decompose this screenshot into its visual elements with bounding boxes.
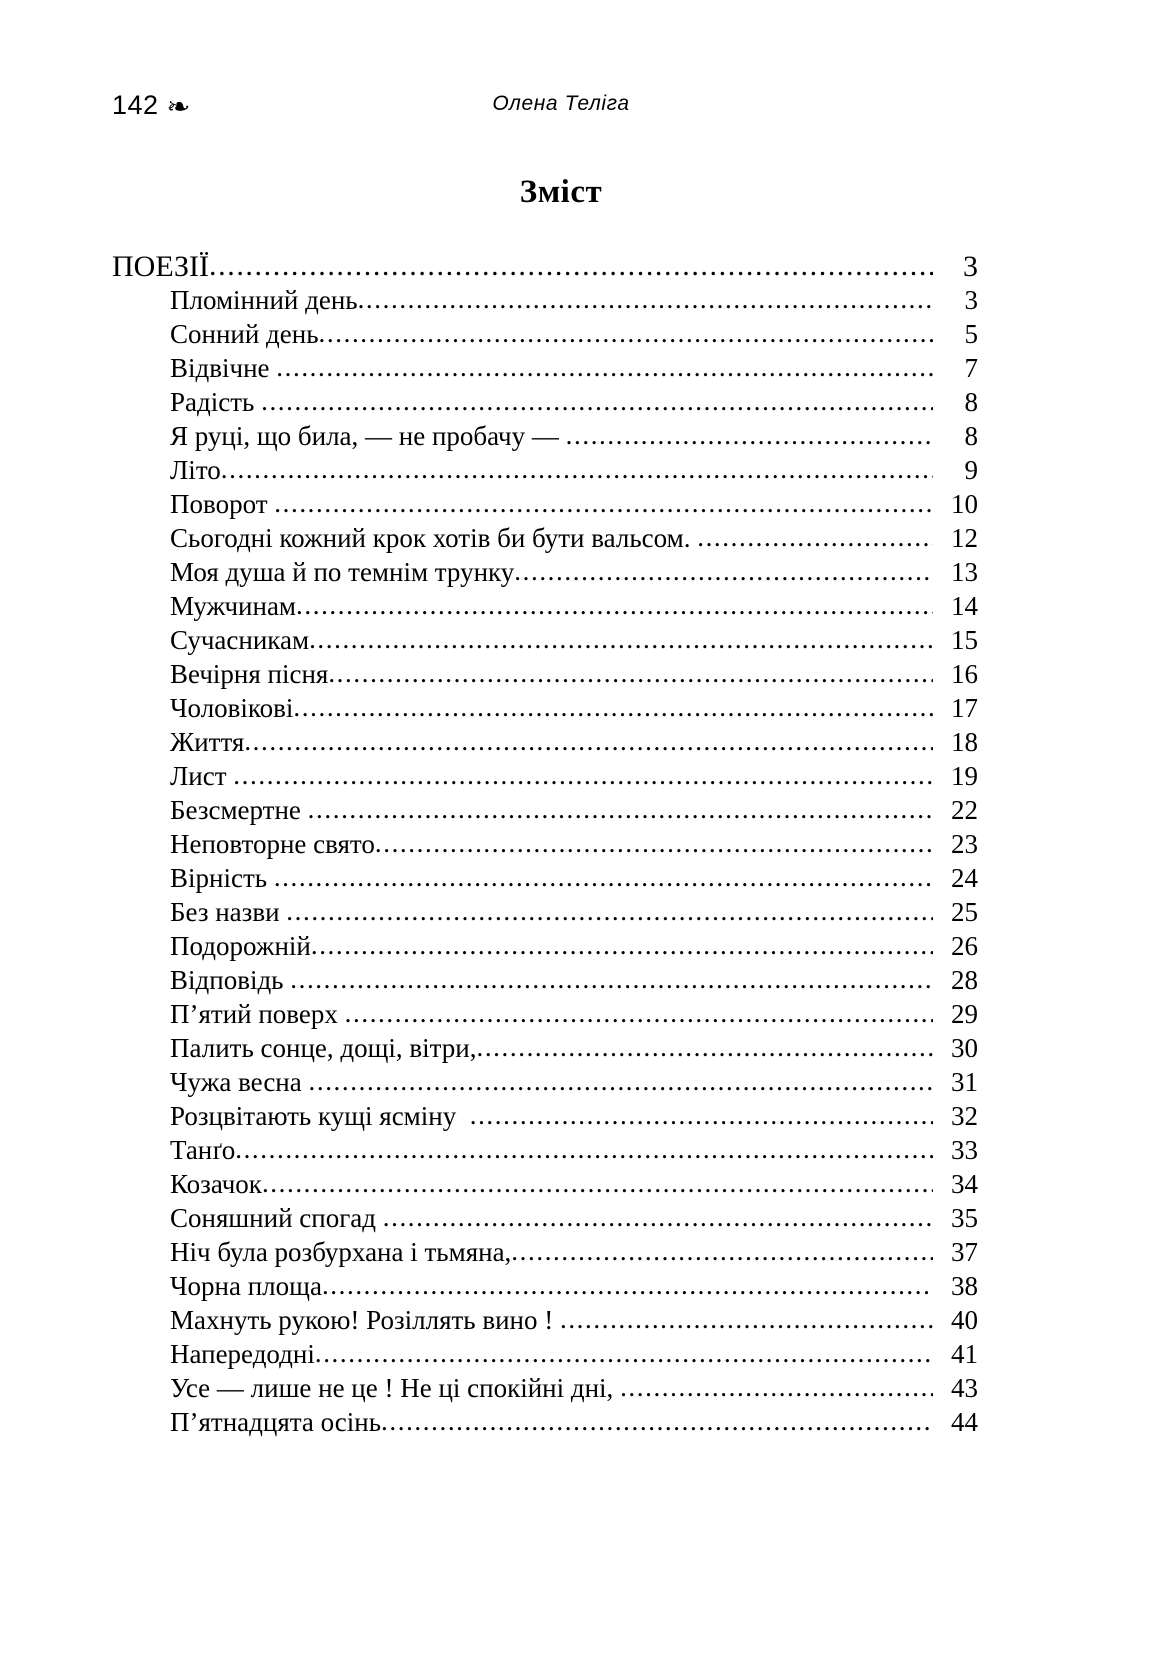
dot-leader	[221, 456, 933, 483]
dot-leader	[381, 1408, 933, 1435]
dot-leader	[375, 830, 933, 857]
dot-leader	[209, 251, 933, 281]
toc-entry-label: Ніч була розбурхана і тьмяна,	[170, 1237, 512, 1267]
toc-entry-page: 19	[951, 761, 978, 791]
toc-entry-page: 5	[964, 319, 978, 349]
toc-entry[interactable]	[112, 355, 978, 389]
toc-entry-label: Соняшний спогад	[170, 1203, 383, 1233]
toc-entry-label: Усе — лише не це ! Не ці спокійні дні,	[170, 1373, 621, 1403]
toc-entry-label: Напередодні	[170, 1339, 315, 1369]
toc-entry-label: П’ятнадцята осінь	[170, 1407, 382, 1437]
dot-leader	[470, 1102, 933, 1129]
toc-entry-page: 25	[951, 897, 978, 927]
toc-entry[interactable]	[112, 865, 978, 899]
toc-entry[interactable]	[112, 491, 978, 525]
toc-section-heading[interactable]	[112, 252, 978, 287]
toc-entry-label: Танґо	[170, 1135, 236, 1165]
toc-entry-label: Чорна площа	[170, 1271, 322, 1301]
toc-entry[interactable]	[112, 457, 978, 491]
toc-entry[interactable]	[112, 423, 978, 457]
toc-entry-page: 8	[964, 387, 978, 417]
toc-entry-page: 24	[951, 863, 978, 893]
toc-entry-page: 14	[951, 591, 978, 621]
toc-entry-page: 9	[964, 455, 978, 485]
toc-entry-page: 40	[951, 1305, 978, 1335]
toc-entry-label: Радість	[170, 387, 262, 417]
toc-entry[interactable]	[112, 1001, 978, 1035]
dot-leader	[290, 966, 933, 993]
toc-entry-page: 37	[951, 1237, 978, 1267]
toc-entry-label: Пломінний день	[170, 285, 358, 315]
running-head-author: Олена Теліга	[492, 92, 630, 115]
toc-entry-label: Неповторне свято	[170, 829, 375, 859]
dot-leader	[276, 354, 933, 381]
toc-entry-page: 12	[951, 523, 978, 553]
toc-entry-page: 23	[951, 829, 978, 859]
toc-entry-label: Моя душа й по темнім трунку	[170, 557, 515, 587]
toc-entry[interactable]	[112, 1273, 978, 1307]
toc-entry-page: 3	[964, 285, 978, 315]
toc-entry[interactable]	[112, 627, 978, 661]
toc-entry[interactable]	[112, 1035, 978, 1069]
toc-entry-label: Махнуть рукою! Розіллять вино !	[170, 1305, 560, 1335]
dot-leader	[293, 694, 933, 721]
toc-entry-label: Розцвітають кущі ясміну	[170, 1101, 470, 1131]
toc-entry-page: 34	[951, 1169, 978, 1199]
toc-entry-label: Лист	[170, 761, 234, 791]
dot-leader	[261, 388, 933, 415]
toc-entry-page: 41	[951, 1339, 978, 1369]
fleuron-ornament-icon: ❧	[165, 92, 191, 121]
toc-entry[interactable]	[112, 831, 978, 865]
toc-entry-page: 29	[951, 999, 978, 1029]
dot-leader	[274, 864, 933, 891]
dot-leader	[235, 1136, 933, 1163]
dot-leader	[311, 932, 933, 959]
dot-leader	[244, 728, 933, 755]
toc-entry-label: Життя	[170, 727, 245, 757]
page-title: Зміст	[519, 174, 603, 210]
toc-entry-label: Сьогодні кожний крок хотів би бути вальсом.	[170, 523, 698, 553]
dot-leader	[514, 558, 933, 585]
toc-entry-page: 43	[951, 1373, 978, 1403]
dot-leader	[358, 286, 933, 313]
toc-entry[interactable]	[112, 559, 978, 593]
toc-entry[interactable]	[112, 1409, 978, 1443]
toc-entry-label: Літо	[170, 455, 221, 485]
toc-entry[interactable]	[112, 933, 978, 967]
dot-leader	[309, 1068, 934, 1095]
toc-entry-page: 32	[951, 1101, 978, 1131]
toc-entry[interactable]	[112, 967, 978, 1001]
toc-entry[interactable]	[112, 525, 978, 559]
toc-entry[interactable]	[112, 1205, 978, 1239]
toc-entry-label: Чоловікові	[170, 693, 294, 723]
dot-leader	[262, 1170, 933, 1197]
toc-entry-label: П’ятий поверх	[170, 999, 345, 1029]
toc-entry-page: 31	[951, 1067, 978, 1097]
toc-entry[interactable]	[112, 797, 978, 831]
dot-leader	[315, 1340, 933, 1367]
table-of-contents	[112, 252, 978, 1443]
dot-leader	[566, 422, 933, 449]
toc-entry[interactable]	[112, 321, 978, 355]
toc-entry-page: 18	[951, 727, 978, 757]
dot-leader	[322, 1272, 933, 1299]
toc-entry[interactable]	[112, 763, 978, 797]
toc-entry-page: 35	[951, 1203, 978, 1233]
dot-leader	[233, 762, 933, 789]
toc-entry-page: 38	[951, 1271, 978, 1301]
dot-leader	[345, 1000, 933, 1027]
toc-entry-page: 26	[951, 931, 978, 961]
toc-entry-page: 8	[964, 421, 978, 451]
toc-entry-page: 28	[951, 965, 978, 995]
toc-entry-label: Чужа весна	[170, 1067, 309, 1097]
toc-entry-label: Вірність	[170, 863, 274, 893]
toc-entry-page: 30	[951, 1033, 978, 1063]
toc-entry-page: 15	[951, 625, 978, 655]
toc-entry-label: Відповідь	[170, 965, 291, 995]
toc-entry-label: Відвічне	[170, 353, 277, 383]
dot-leader	[286, 898, 933, 925]
toc-entry-label: Безсмертне	[170, 795, 308, 825]
dot-leader	[309, 626, 933, 653]
toc-entry-page: 10	[951, 489, 978, 519]
toc-entry-label: Козачок	[170, 1169, 262, 1199]
dot-leader	[620, 1374, 933, 1401]
toc-entry[interactable]	[112, 1307, 978, 1341]
dot-leader	[308, 796, 933, 823]
toc-entry[interactable]	[112, 695, 978, 729]
toc-entry-label: Палить сонце, дощі, вітри,	[170, 1033, 477, 1063]
toc-entry-label: Сучасникам	[170, 625, 310, 655]
toc-entry-label: Подорожній	[170, 931, 311, 961]
toc-entry-page: 13	[951, 557, 978, 587]
page-folio-number: 142	[112, 90, 159, 120]
toc-entry[interactable]	[112, 1103, 978, 1137]
toc-entry-page: 17	[951, 693, 978, 723]
dot-leader	[476, 1034, 933, 1061]
dot-leader	[274, 490, 933, 517]
dot-leader	[560, 1306, 933, 1333]
toc-entry-page: 22	[951, 795, 978, 825]
dot-leader	[383, 1204, 933, 1231]
toc-entry[interactable]	[112, 1137, 978, 1171]
toc-section-label: ПОЕЗІЇ	[112, 250, 210, 283]
toc-entry-label: Я руці, що била, — не пробачу —	[170, 421, 566, 451]
toc-entry-page: 7	[964, 353, 978, 383]
toc-entry[interactable]	[112, 1171, 978, 1205]
toc-entry[interactable]	[112, 661, 978, 695]
toc-entry[interactable]	[112, 1069, 978, 1103]
toc-entry-list	[112, 287, 978, 1443]
toc-entry[interactable]	[112, 287, 978, 321]
dot-leader	[296, 592, 933, 619]
toc-entry-label: Мужчинам	[170, 591, 297, 621]
toc-entry[interactable]	[112, 1375, 978, 1409]
toc-entry-label: Вечірня пісня	[170, 659, 329, 689]
toc-entry[interactable]	[112, 729, 978, 763]
dot-leader	[328, 660, 933, 687]
dot-leader	[511, 1238, 933, 1265]
running-head	[112, 92, 1046, 132]
toc-entry[interactable]	[112, 899, 978, 933]
toc-entry-label: Сонний день	[170, 319, 319, 349]
toc-entry[interactable]	[112, 593, 978, 627]
toc-entry-label: Поворот	[170, 489, 275, 519]
toc-entry[interactable]	[112, 389, 978, 423]
toc-entry-page: 44	[951, 1407, 978, 1437]
toc-entry[interactable]	[112, 1341, 978, 1375]
dot-leader	[697, 524, 933, 551]
toc-entry-page: 16	[951, 659, 978, 689]
toc-section-page: 3	[963, 250, 978, 283]
toc-entry-page: 33	[951, 1135, 978, 1165]
dot-leader	[319, 320, 933, 347]
toc-entry[interactable]	[112, 1239, 978, 1273]
toc-entry-label: Без назви	[170, 897, 287, 927]
